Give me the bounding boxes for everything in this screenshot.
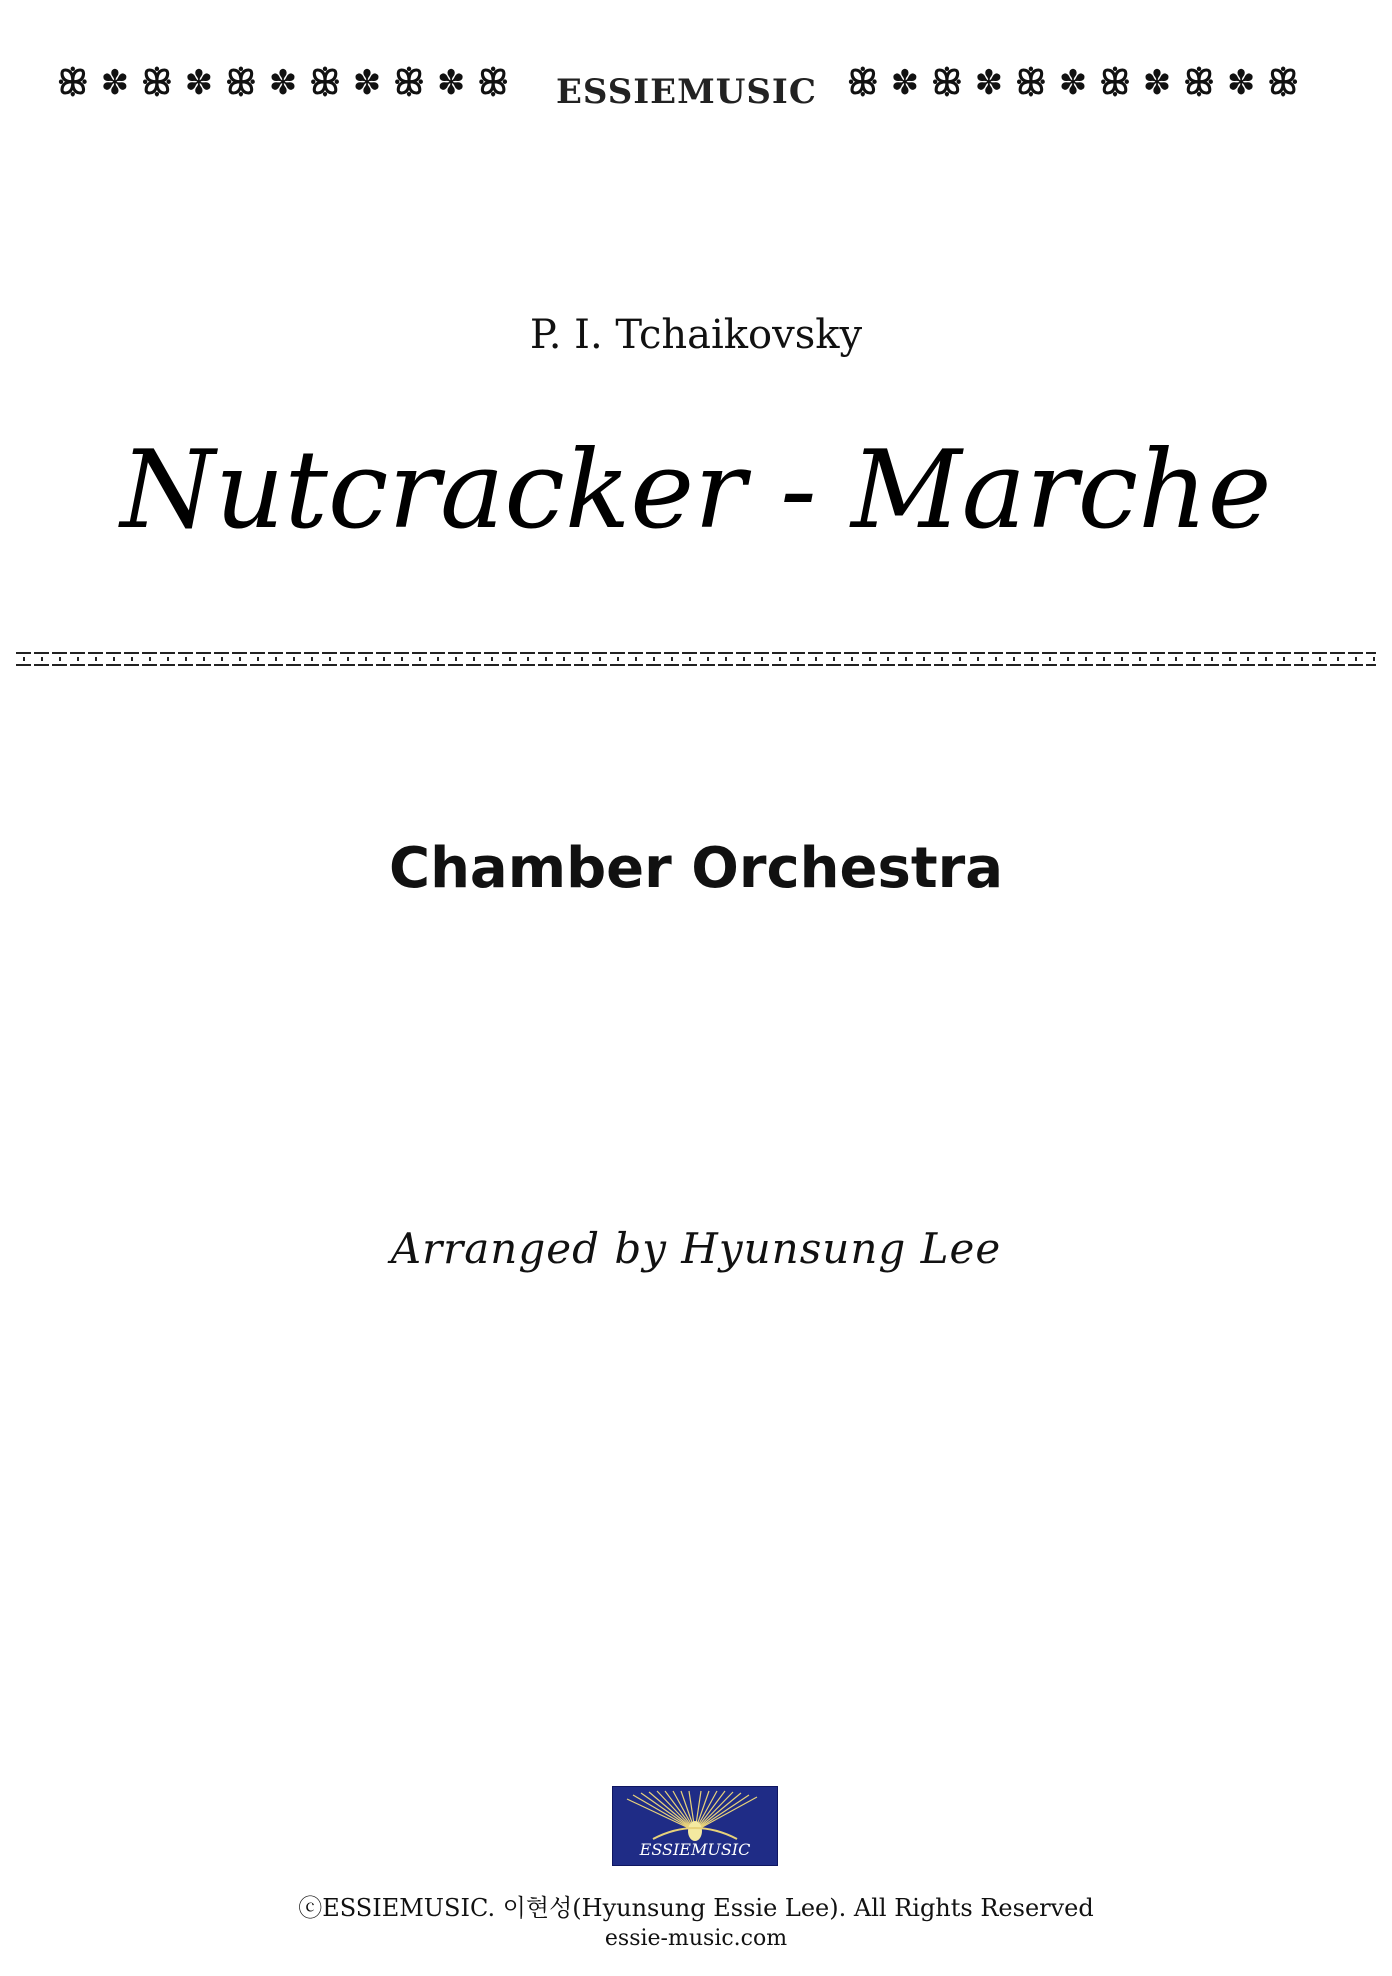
- publisher-logo: [612, 1786, 778, 1866]
- copyright-notice: ⓒESSIEMUSIC. 이현성(Hyunsung Essie Lee). All Rights Reserved: [298, 1894, 1094, 1922]
- flower-icon: ✽: [1058, 63, 1090, 103]
- flower-icon: ✽: [1142, 63, 1174, 103]
- website-link[interactable]: essie-music.com: [604, 1926, 788, 1951]
- flourish-icon: ꕥ: [1183, 63, 1217, 103]
- composer-name: P. I. Tchaikovsky: [529, 312, 863, 358]
- score-title: Nutcracker - Marche: [120, 428, 1272, 553]
- flower-icon: ✽: [436, 63, 468, 103]
- flourish-icon: ꕥ: [847, 63, 881, 103]
- flourish-icon: ꕥ: [477, 63, 511, 103]
- flourish-icon: ꕥ: [1015, 63, 1049, 103]
- flower-icon: ✽: [184, 63, 216, 103]
- flourish-icon: ꕥ: [57, 63, 91, 103]
- flower-icon: ✽: [352, 63, 384, 103]
- ornamental-divider: [16, 652, 1376, 666]
- header-ornament-left: [52, 58, 516, 108]
- flourish-icon: ꕥ: [141, 63, 175, 103]
- flourish-icon: ꕥ: [1267, 63, 1301, 103]
- flourish-icon: ꕥ: [225, 63, 259, 103]
- flower-icon: ✽: [890, 63, 922, 103]
- flower-icon: ✽: [974, 63, 1006, 103]
- flourish-icon: ꕥ: [931, 63, 965, 103]
- arranger-credit: Arranged by Hyunsung Lee: [390, 1224, 1002, 1273]
- ensemble-name: Chamber Orchestra: [388, 836, 1004, 901]
- flower-icon: ✽: [100, 63, 132, 103]
- flourish-icon: ꕥ: [309, 63, 343, 103]
- header-brand: ESSIEMUSIC: [556, 72, 817, 112]
- flourish-icon: ꕥ: [393, 63, 427, 103]
- flower-icon: ✽: [268, 63, 300, 103]
- flower-icon: ✽: [1226, 63, 1258, 103]
- header-ornament-right: [842, 58, 1306, 108]
- logo-text: ESSIEMUSIC: [639, 1840, 751, 1859]
- flourish-icon: ꕥ: [1099, 63, 1133, 103]
